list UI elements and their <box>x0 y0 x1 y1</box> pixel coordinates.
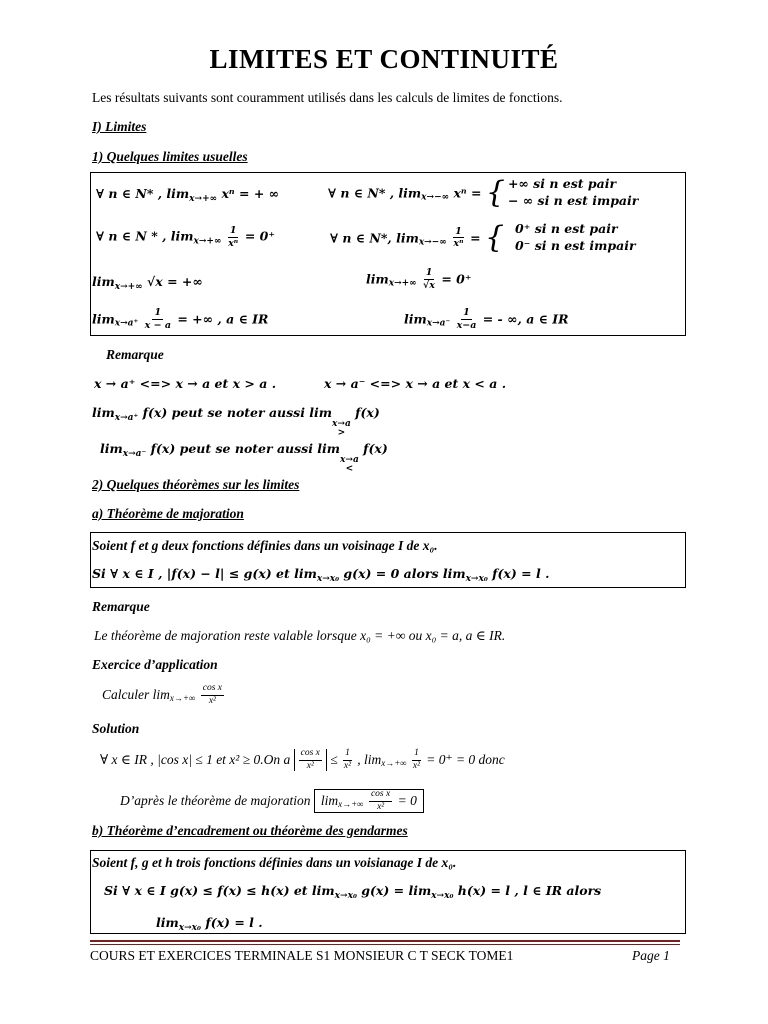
remark1-line2-lim: lim <box>92 405 115 420</box>
remark1-line2-under: > <box>337 428 346 438</box>
limit-row4-left-rest: = +∞ , a ∈ IR <box>177 311 269 327</box>
limit-row1-left <box>96 186 279 204</box>
limit-row3-right-num: 1 <box>425 267 433 278</box>
encadrement-line3-rest: f(x) = l . <box>205 915 263 930</box>
solution-line2-a: D’après le théorème de majoration <box>120 793 311 808</box>
limit-row2-right <box>330 221 636 255</box>
encadrement-line1: Soient f, g et h trois fonctions définies dans un voisianage I de x₀. <box>92 855 457 870</box>
limit-row2-left-text: ∀ n ∈ N * , lim <box>96 228 194 244</box>
encadrement-line3-lim: lim <box>156 915 179 930</box>
limit-row4-right-rest: = - ∞, a ∈ IR <box>482 311 569 327</box>
majoration-line2-b: g(x) = 0 alors lim <box>343 566 466 581</box>
exercise-heading: Exercice d’application <box>92 657 218 672</box>
solution-heading: Solution <box>92 721 140 736</box>
limit-row1-left-sub: x→+∞ <box>189 194 218 204</box>
limit-row3-right <box>366 268 471 290</box>
solution-frac-num: 1 <box>343 749 352 761</box>
solution-frac2-den: x² <box>412 760 420 771</box>
solution-line1-d: = 0⁺ = 0 donc <box>426 752 505 767</box>
subsection-theorems-heading: 2) Quelques théorèmes sur les limites <box>92 477 300 492</box>
intro-text: Les résultats suivants sont couramment utilisés dans les calculs de limites de fonctions. <box>92 90 563 105</box>
limit-row3-left-sub: x→+∞ <box>114 282 143 292</box>
limit-row4-right-sub: x→a⁻ <box>426 318 451 329</box>
solution-line2-den: x² <box>377 801 385 812</box>
remark1-line3-end: f(x) <box>363 441 388 456</box>
limit-row4-left-sub: x→a⁺ <box>114 318 139 329</box>
remark1-line1a: x → a⁺ <=> x → a et x > a . <box>94 376 277 391</box>
encadrement-line2-a: Si ∀ x ∈ I g(x) ≤ f(x) ≤ h(x) et lim <box>104 883 335 898</box>
limit-row2-left-den: xⁿ <box>228 237 239 249</box>
limit-row3-right-sub: x→+∞ <box>388 278 417 289</box>
limit-row1-right-text: ∀ n ∈ N* , lim <box>328 185 422 201</box>
limit-row3-right-text: lim <box>366 271 389 287</box>
encadrement-line2-b: g(x) = lim <box>361 883 432 898</box>
remark1-line3 <box>100 441 388 474</box>
solution-result-box <box>314 789 424 813</box>
majoration-line2-c: f(x) = l . <box>492 566 550 581</box>
limit-row1-case1: +∞ si n est pair <box>507 176 617 191</box>
exercise-frac-num: cos x <box>201 684 224 696</box>
limit-row2-right-den: xⁿ <box>453 238 464 250</box>
limit-row3-right-rest: = 0⁺ <box>441 271 472 287</box>
solution-abs-num: cos x <box>299 749 322 761</box>
remark1-line3-sub2: x→a <box>340 455 359 465</box>
majoration-line2 <box>92 566 549 584</box>
majoration-line2-sub2: x→x₀ <box>465 574 488 584</box>
encadrement-line2 <box>104 883 601 901</box>
limit-row4-left-text: lim <box>92 311 115 327</box>
limit-row4-left-num: 1 <box>154 307 162 318</box>
remark1-line1b: x → a⁻ <=> x → a et x < a . <box>324 376 507 391</box>
limit-row2-left-num: 1 <box>229 225 237 236</box>
exercise-frac-den: x² <box>208 695 216 706</box>
solution-line1-a: ∀ x ∈ IR , |cos x| ≤ 1 et x² ≥ 0.On a <box>100 752 291 767</box>
remark1-line2-end: f(x) <box>355 405 380 420</box>
theorem-b-heading: b) Théorème d’encadrement ou théorème des gendarmes <box>92 823 408 838</box>
limit-row4-right <box>404 308 569 330</box>
solution-line1-sub: x→+∞ <box>381 758 407 769</box>
footer-course-info: COURS ET EXERCICES TERMINALE S1 MONSIEUR C T SECK TOME1 <box>90 948 514 963</box>
limit-row2-right-text: ∀ n ∈ N*, lim <box>330 230 419 246</box>
solution-line2-sub: x→+∞ <box>338 799 364 810</box>
encadrement-line3 <box>156 915 263 933</box>
limit-row4-right-num: 1 <box>463 307 470 318</box>
page-title: LIMITES ET CONTINUITÉ <box>209 44 559 74</box>
footer-rule <box>90 940 680 942</box>
majoration-line2-sub1: x→x₀ <box>316 574 340 584</box>
section-limites-heading: I) Limites <box>92 119 147 134</box>
limit-row1-cases <box>486 176 639 210</box>
encadrement-line3-sub: x→x₀ <box>178 923 201 933</box>
remark2-text: Le théorème de majoration reste valable lorsque x₀ = +∞ ou x₀ = a, a ∈ IR. <box>94 628 506 643</box>
encadrement-line2-sub1: x→x₀ <box>334 891 357 901</box>
majoration-line2-a: Si ∀ x ∈ I , |f(x) − l| ≤ g(x) et lim <box>92 566 317 581</box>
footer-rule-thin <box>90 944 680 945</box>
limit-row2-case2: 0⁻ si n est impair <box>515 237 636 253</box>
encadrement-line2-sub2: x→x₀ <box>431 891 454 901</box>
theorem-a-heading: a) Théorème de majoration <box>92 506 244 521</box>
solution-line1 <box>100 749 505 771</box>
majoration-line1: Soient f et g deux fonctions définies dans un voisinage I de x₀. <box>92 538 438 553</box>
limit-row1-right-sub: x→−∞ <box>421 192 450 203</box>
solution-abs-den: x² <box>306 760 314 771</box>
remark2-heading: Remarque <box>92 599 150 614</box>
limit-row4-left <box>92 308 268 330</box>
remark1-line2-sub2: x→a <box>332 419 351 429</box>
exercise-text <box>102 684 226 706</box>
limit-row2-case1: 0⁺ si n est pair <box>515 221 618 236</box>
remark1-line2-sub: x→a⁺ <box>114 413 139 423</box>
exercise-text-lim: Calculer lim <box>102 687 170 702</box>
limit-row1-case2: − ∞ si n est impair <box>507 192 639 208</box>
encadrement-line2-c: h(x) = l , l ∈ IR alors <box>457 883 602 898</box>
solution-line2-lim: lim <box>320 793 339 808</box>
limit-row3-left-rest: √x = +∞ <box>147 274 203 289</box>
solution-line2 <box>120 789 424 813</box>
limit-row1-left-rest: xⁿ = + ∞ <box>221 186 280 201</box>
limit-row2-right-rest: = <box>470 230 481 246</box>
solution-frac2-num: 1 <box>412 749 421 761</box>
remark1-line2-text: f(x) peut se noter aussi lim <box>142 405 333 420</box>
limit-row1-left-text: ∀ n ∈ N* , lim <box>96 186 190 201</box>
limit-row3-left <box>92 274 203 292</box>
remark1-line3-lim: lim <box>100 441 123 456</box>
solution-line1-c: , lim <box>357 752 382 767</box>
solution-frac-den: x² <box>343 760 351 771</box>
brace-icon: { <box>484 219 505 255</box>
limit-row2-left <box>96 226 275 248</box>
limit-row2-cases <box>485 221 636 255</box>
solution-line2-num: cos x <box>369 790 392 802</box>
subsection-usual-limits-heading: 1) Quelques limites usuelles <box>92 149 248 164</box>
remark1-line3-under: < <box>345 464 354 474</box>
remark1-line3-sub: x→a⁻ <box>122 449 147 459</box>
remark1-line2 <box>92 405 380 438</box>
remark1-heading: Remarque <box>106 347 164 362</box>
remark1-line3-text: f(x) peut se noter aussi lim <box>150 441 341 456</box>
exercise-text-sub: x→+∞ <box>169 693 196 704</box>
footer-page-number: Page 1 <box>632 948 670 963</box>
limit-row4-right-text: lim <box>404 311 427 327</box>
limit-row3-left-text: lim <box>92 274 115 289</box>
limit-row2-left-rest: = 0⁺ <box>244 228 275 244</box>
limit-row4-left-den: x − a <box>144 319 171 331</box>
limit-row2-left-sub: x→+∞ <box>193 236 222 247</box>
limit-row4-right-den: x−a <box>456 319 477 331</box>
solution-line1-b: ≤ <box>330 752 338 767</box>
limit-row1-right-rest: xⁿ = <box>453 185 482 201</box>
limit-row2-right-num: 1 <box>455 225 462 237</box>
solution-line2-end: = 0 <box>397 793 417 808</box>
limit-row3-right-den: √x <box>423 279 435 291</box>
brace-icon: { <box>485 174 505 210</box>
limit-row1-right <box>328 176 638 210</box>
limit-row2-right-sub: x→−∞ <box>418 237 447 248</box>
